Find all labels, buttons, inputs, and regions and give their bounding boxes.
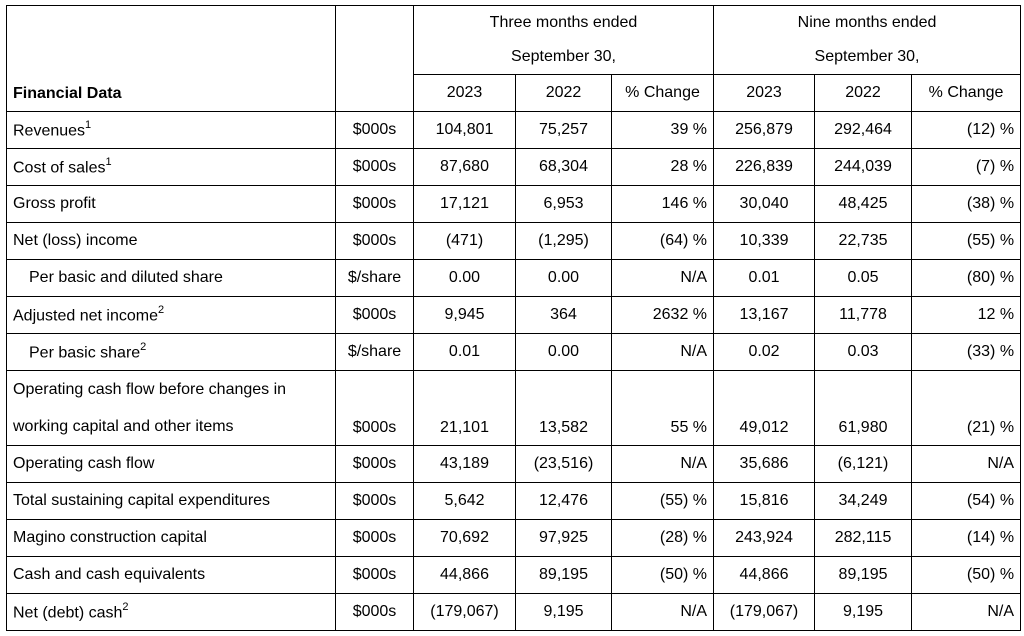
value-cell: 12,476 — [516, 483, 612, 520]
percent-change-cell: (50) % — [612, 557, 714, 594]
percent-change-cell: N/A — [612, 260, 714, 297]
value-cell: 244,039 — [815, 149, 912, 186]
value-cell: 61,980 — [815, 371, 912, 446]
value-cell: 68,304 — [516, 149, 612, 186]
value-cell: 0.00 — [516, 334, 612, 371]
value-cell: 226,839 — [714, 149, 815, 186]
percent-change-cell: N/A — [912, 594, 1021, 631]
table-row — [7, 112, 1021, 149]
value-cell: 21,101 — [414, 371, 516, 446]
percent-change-cell: (55) % — [612, 483, 714, 520]
percent-change-cell: N/A — [612, 594, 714, 631]
table-row — [7, 483, 1021, 520]
value-cell: 13,167 — [714, 297, 815, 334]
value-cell: 9,195 — [815, 594, 912, 631]
row-label-text: Cost of sales — [13, 159, 106, 177]
three-months-header: Three months ended — [414, 6, 714, 41]
value-cell: 9,945 — [414, 297, 516, 334]
percent-change-cell: (38) % — [912, 186, 1021, 223]
value-cell: 282,115 — [815, 520, 912, 557]
row-label — [7, 297, 336, 334]
row-label-text: Magino construction capital — [13, 529, 207, 546]
unit-cell: $000s — [336, 371, 414, 446]
value-cell: 15,816 — [714, 483, 815, 520]
percent-change-cell: (12) % — [912, 112, 1021, 149]
value-cell: 43,189 — [414, 446, 516, 483]
row-header-label: Financial Data — [7, 6, 336, 112]
percent-change-cell: 28 % — [612, 149, 714, 186]
row-label-line: Operating cash flow before changes in — [13, 381, 287, 398]
value-cell: 89,195 — [815, 557, 912, 594]
table-row — [7, 149, 1021, 186]
table-row — [7, 594, 1021, 631]
row-label-text: Operating cash flow — [13, 455, 155, 472]
value-cell: 48,425 — [815, 186, 912, 223]
value-cell: 44,866 — [714, 557, 815, 594]
unit-header-cell — [336, 6, 414, 112]
value-cell: 44,866 — [414, 557, 516, 594]
table-row — [7, 557, 1021, 594]
value-cell: 17,121 — [414, 186, 516, 223]
nine-months-header: Nine months ended — [714, 6, 1021, 41]
percent-change-cell: N/A — [912, 446, 1021, 483]
row-label-text: Adjusted net income — [13, 307, 158, 325]
row-label — [7, 260, 336, 297]
value-cell: 364 — [516, 297, 612, 334]
financial-data-table — [6, 5, 1021, 631]
row-label — [7, 371, 336, 446]
row-label — [7, 594, 336, 631]
row-label-text: Net (loss) income — [13, 232, 138, 249]
row-label-text: Cash and cash equivalents — [13, 566, 206, 583]
row-label — [7, 483, 336, 520]
row-label — [7, 112, 336, 149]
value-cell: 10,339 — [714, 223, 815, 260]
table-row — [7, 297, 1021, 334]
value-cell: 97,925 — [516, 520, 612, 557]
row-label-text: Total sustaining capital expenditures — [13, 492, 271, 509]
percent-change-cell: 146 % — [612, 186, 714, 223]
value-cell: (471) — [414, 223, 516, 260]
percent-change-cell: (21) % — [912, 371, 1021, 446]
percent-change-cell: 2632 % — [612, 297, 714, 334]
unit-cell: $000s — [336, 186, 414, 223]
unit-cell: $000s — [336, 446, 414, 483]
col-header: 2023 — [414, 75, 516, 112]
unit-cell: $000s — [336, 112, 414, 149]
row-label — [7, 446, 336, 483]
row-label — [7, 334, 336, 371]
row-label — [7, 186, 336, 223]
value-cell: 292,464 — [815, 112, 912, 149]
footnote-marker: 1 — [85, 118, 92, 131]
value-cell: (6,121) — [815, 446, 912, 483]
three-months-subheader: September 30, — [414, 40, 714, 75]
row-label — [7, 520, 336, 557]
row-label-text: Per basic and diluted share — [29, 269, 223, 286]
row-label-text: Gross profit — [13, 195, 96, 212]
value-cell: (179,067) — [414, 594, 516, 631]
col-header: 2022 — [815, 75, 912, 112]
header-row-1 — [7, 6, 1021, 41]
unit-cell: $000s — [336, 483, 414, 520]
footnote-marker: 2 — [122, 600, 129, 613]
col-header: % Change — [612, 75, 714, 112]
value-cell: 0.03 — [815, 334, 912, 371]
value-cell: 75,257 — [516, 112, 612, 149]
value-cell: 6,953 — [516, 186, 612, 223]
nine-months-subheader: September 30, — [714, 40, 1021, 75]
value-cell: 70,692 — [414, 520, 516, 557]
row-label-line: working capital and other items — [13, 418, 234, 435]
unit-cell: $000s — [336, 149, 414, 186]
value-cell: 22,735 — [815, 223, 912, 260]
value-cell: 0.01 — [714, 260, 815, 297]
percent-change-cell: (28) % — [612, 520, 714, 557]
value-cell: 9,195 — [516, 594, 612, 631]
row-label — [7, 557, 336, 594]
row-label-text: Revenues — [13, 122, 86, 140]
percent-change-cell: (80) % — [912, 260, 1021, 297]
table-row — [7, 446, 1021, 483]
unit-cell: $000s — [336, 594, 414, 631]
table-row — [7, 260, 1021, 297]
value-cell: 89,195 — [516, 557, 612, 594]
value-cell: 30,040 — [714, 186, 815, 223]
value-cell: 35,686 — [714, 446, 815, 483]
value-cell: 49,012 — [714, 371, 815, 446]
unit-cell: $000s — [336, 557, 414, 594]
value-cell: (179,067) — [714, 594, 815, 631]
percent-change-cell: (14) % — [912, 520, 1021, 557]
footnote-marker: 2 — [157, 303, 165, 316]
row-label — [7, 223, 336, 260]
footnote-marker: 2 — [140, 340, 147, 353]
percent-change-cell: 55 % — [612, 371, 714, 446]
col-header: 2023 — [714, 75, 815, 112]
value-cell: 0.02 — [714, 334, 815, 371]
value-cell: 0.01 — [414, 334, 516, 371]
percent-change-cell: N/A — [612, 446, 714, 483]
percent-change-cell: (7) % — [912, 149, 1021, 186]
table-row — [7, 223, 1021, 260]
percent-change-cell: (33) % — [912, 334, 1021, 371]
value-cell: 13,582 — [516, 371, 612, 446]
value-cell: 87,680 — [414, 149, 516, 186]
value-cell: 34,249 — [815, 483, 912, 520]
percent-change-cell: (50) % — [912, 557, 1021, 594]
unit-cell: $000s — [336, 297, 414, 334]
percent-change-cell: (55) % — [912, 223, 1021, 260]
table-row — [7, 186, 1021, 223]
row-label-text: Net (debt) cash — [13, 604, 123, 622]
unit-cell: $/share — [336, 260, 414, 297]
unit-cell: $000s — [336, 223, 414, 260]
table-row — [7, 334, 1021, 371]
value-cell: 104,801 — [414, 112, 516, 149]
percent-change-cell: (64) % — [612, 223, 714, 260]
row-label-text: Per basic share — [29, 344, 141, 362]
value-cell: 0.00 — [414, 260, 516, 297]
table-row — [7, 520, 1021, 557]
value-cell: 256,879 — [714, 112, 815, 149]
row-label — [7, 149, 336, 186]
value-cell: 243,924 — [714, 520, 815, 557]
value-cell: (1,295) — [516, 223, 612, 260]
value-cell: 5,642 — [414, 483, 516, 520]
unit-cell: $/share — [336, 334, 414, 371]
value-cell: (23,516) — [516, 446, 612, 483]
percent-change-cell: N/A — [612, 334, 714, 371]
percent-change-cell: 12 % — [912, 297, 1021, 334]
value-cell: 0.05 — [815, 260, 912, 297]
unit-cell: $000s — [336, 520, 414, 557]
col-header: % Change — [912, 75, 1021, 112]
value-cell: 0.00 — [516, 260, 612, 297]
value-cell: 11,778 — [815, 297, 912, 334]
footnote-marker: 1 — [105, 155, 112, 168]
percent-change-cell: 39 % — [612, 112, 714, 149]
table-row — [7, 371, 1021, 446]
percent-change-cell: (54) % — [912, 483, 1021, 520]
col-header: 2022 — [516, 75, 612, 112]
